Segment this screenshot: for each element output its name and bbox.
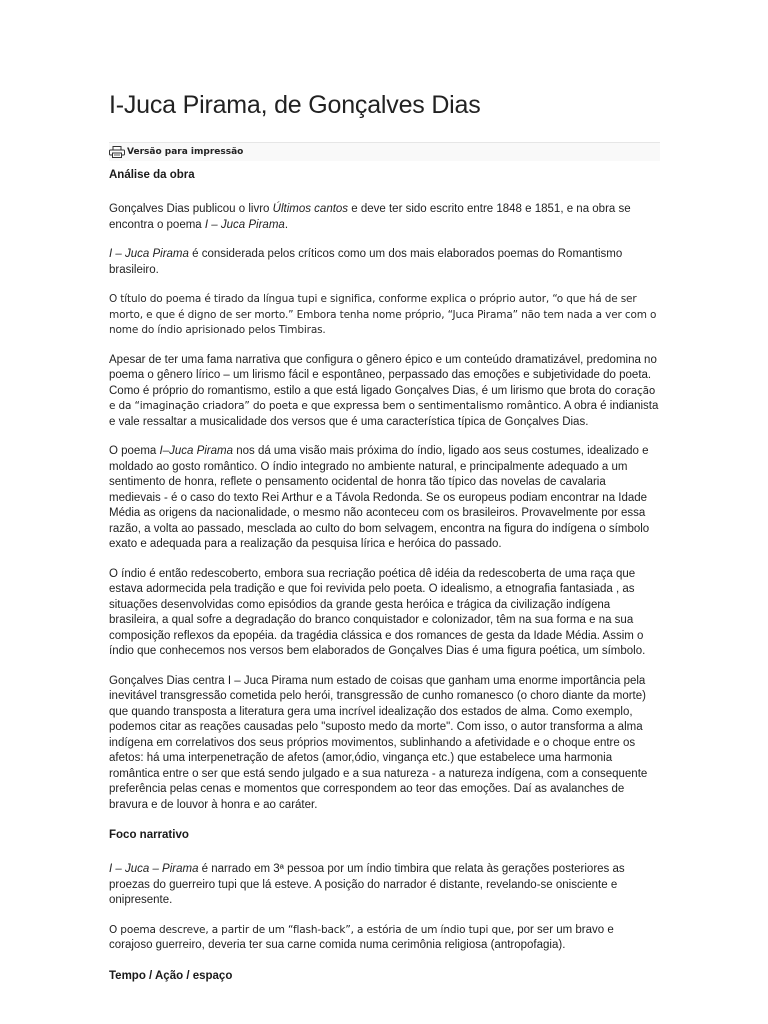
page-title: I-Juca Pirama, de Gonçalves Dias — [109, 91, 481, 119]
print-version-link[interactable] — [109, 146, 243, 158]
poem-title-italic: I – Juca – Pirama — [109, 863, 199, 875]
print-version-label: Versão para impressão — [127, 147, 244, 157]
paragraph-foco-2: O poema descreve, a partir de um “flash-back”, a estória de um índio tupi que, por ser um bravo e corajoso guerreiro, deveria ter sua carne comida numa cerimônia religiosa (antropofagia). — [109, 923, 614, 951]
book-title-italic: Últimos cantos — [272, 203, 349, 215]
print-toolbar — [109, 142, 660, 161]
section-heading-analise: Análise da obra — [109, 169, 195, 181]
printer-icon — [109, 146, 125, 158]
paragraph-analise-2: I – Juca Pirama é considerada pelos críticos como um dos mais elaborados poemas do Romantismo brasileiro. — [109, 248, 623, 276]
poem-title-italic: I – Juca Pirama — [109, 248, 189, 260]
poem-title-italic: I – Juca Pirama — [204, 218, 285, 231]
paragraph-analise-6: O índio é então redescoberto, embora sua recriação poética dê idéia da redescoberta de uma raça que estava adormecida pela tradição e que foi revivida pelo poeta. O idealismo, a etnografia fantasiada , as situações desenvolvidas como episódios da grande gesta heróica e trágica da civilização indígena brasileira, a qual sofre a degradação do branco conquistador e colonizador, têm na sua forma e na sua composição reflexos da epopéia. da tragédia clássica e dos romances de gesta da Idade Média. Assim o índio que conhecemos nos versos bem elaborados de Gonçalves Dias é uma figura poética, um símbolo. — [109, 567, 646, 657]
section-heading-tempo: Tempo / Ação / espaço — [109, 969, 233, 982]
paragraph-analise-4: Apesar de ter uma fama narrativa que configura o gênero épico e um conteúdo dramatizável, predomina no poema o gênero lírico – um lirismo fácil e espontâneo, perpassado das emoções e subjetividade do poeta. Como é próprio do romantismo, estilo a que está ligado Gonçalves Dias, é um lirismo que brota do coração e da “imaginação criadora” do poeta e que expressa bem o sentimentalismo romântico. A obra é indianista e vale ressaltar a musicalidade dos versos que é uma característica típica de Gonçalves Dias. — [109, 353, 659, 428]
paragraph-analise-3: O título do poema é tirado da língua tupi e significa, conforme explica o próprio autor, “o que há de ser morto, e que é digno de ser morto.” Embora tenha nome próprio, “Juca Pirama” não tem nada a ver com o nome do índio aprisionado pelos Timbiras. — [109, 293, 657, 336]
paragraph-foco-1: I – Juca – Pirama é narrado em 3ª pessoa por um índio timbira que relata às gerações posteriores as proezas do guerreiro tupi que lá esteve. A posição do narrador é distante, revelando-se onisciente e onipresente. — [109, 863, 625, 906]
paragraph-analise-7: Gonçalves Dias centra I – Juca Pirama num estado de coisas que ganham uma enorme importância pela inevitável transgressão cometida pelo herói, transgressão de cunho romanesco (o choro diante da morte) que quando transposta a literatura gera uma incrível idealização dos estados de alma. Como exemplo, podemos citar as reações causadas pelo "suposto medo da morte". Com isso, o autor transforma a alma indígena em correlativos dos seus próprios movimentos, sublinhando a afetividade e o choque entre os afetos: há uma interpenetração de afetos (amor,ódio, vingança etc.) que estabelece uma harmonia romântica entre o ser que está sendo julgado e a sua natureza - a natureza indígena, com a consequente preferência pelas cenas e momentos que correspondem ao teor das emoções. Daí as avalanches de bravura e de louvor à honra e ao caráter. — [109, 674, 648, 811]
section-heading-foco: Foco narrativo — [109, 829, 189, 841]
paragraph-analise-1: Gonçalves Dias publicou o livro Últimos cantos e deve ter sido escrito entre 1848 e 1851, e na obra se encontra o poema I – Juca Pirama. — [109, 203, 631, 231]
paragraph-analise-5: O poema I–Juca Pirama nos dá uma visão mais próxima do índio, ligado aos seus costumes, idealizado e moldado ao gosto romântico. O índio integrado no ambiente natural, e principalmente adequado a um sentimento de honra, reflete o pensamento ocidental de honra tão típico das novelas de cavalaria medievais - é o caso do texto Rei Arthur e a Távola Redonda. Se os europeus podiam encontrar na Idade Média as origens da nacionalidade, o mesmo não aconteceu com os brasileiros. Provavelmente por essa razão, a volta ao passado, mesclada ao culto do bom selvagem, encontra na figura do indígena o símbolo exato e adequada para a realização da pesquisa lírica e heróica do passado. — [109, 445, 650, 550]
poem-title-italic: I–Juca Pirama — [159, 445, 234, 457]
